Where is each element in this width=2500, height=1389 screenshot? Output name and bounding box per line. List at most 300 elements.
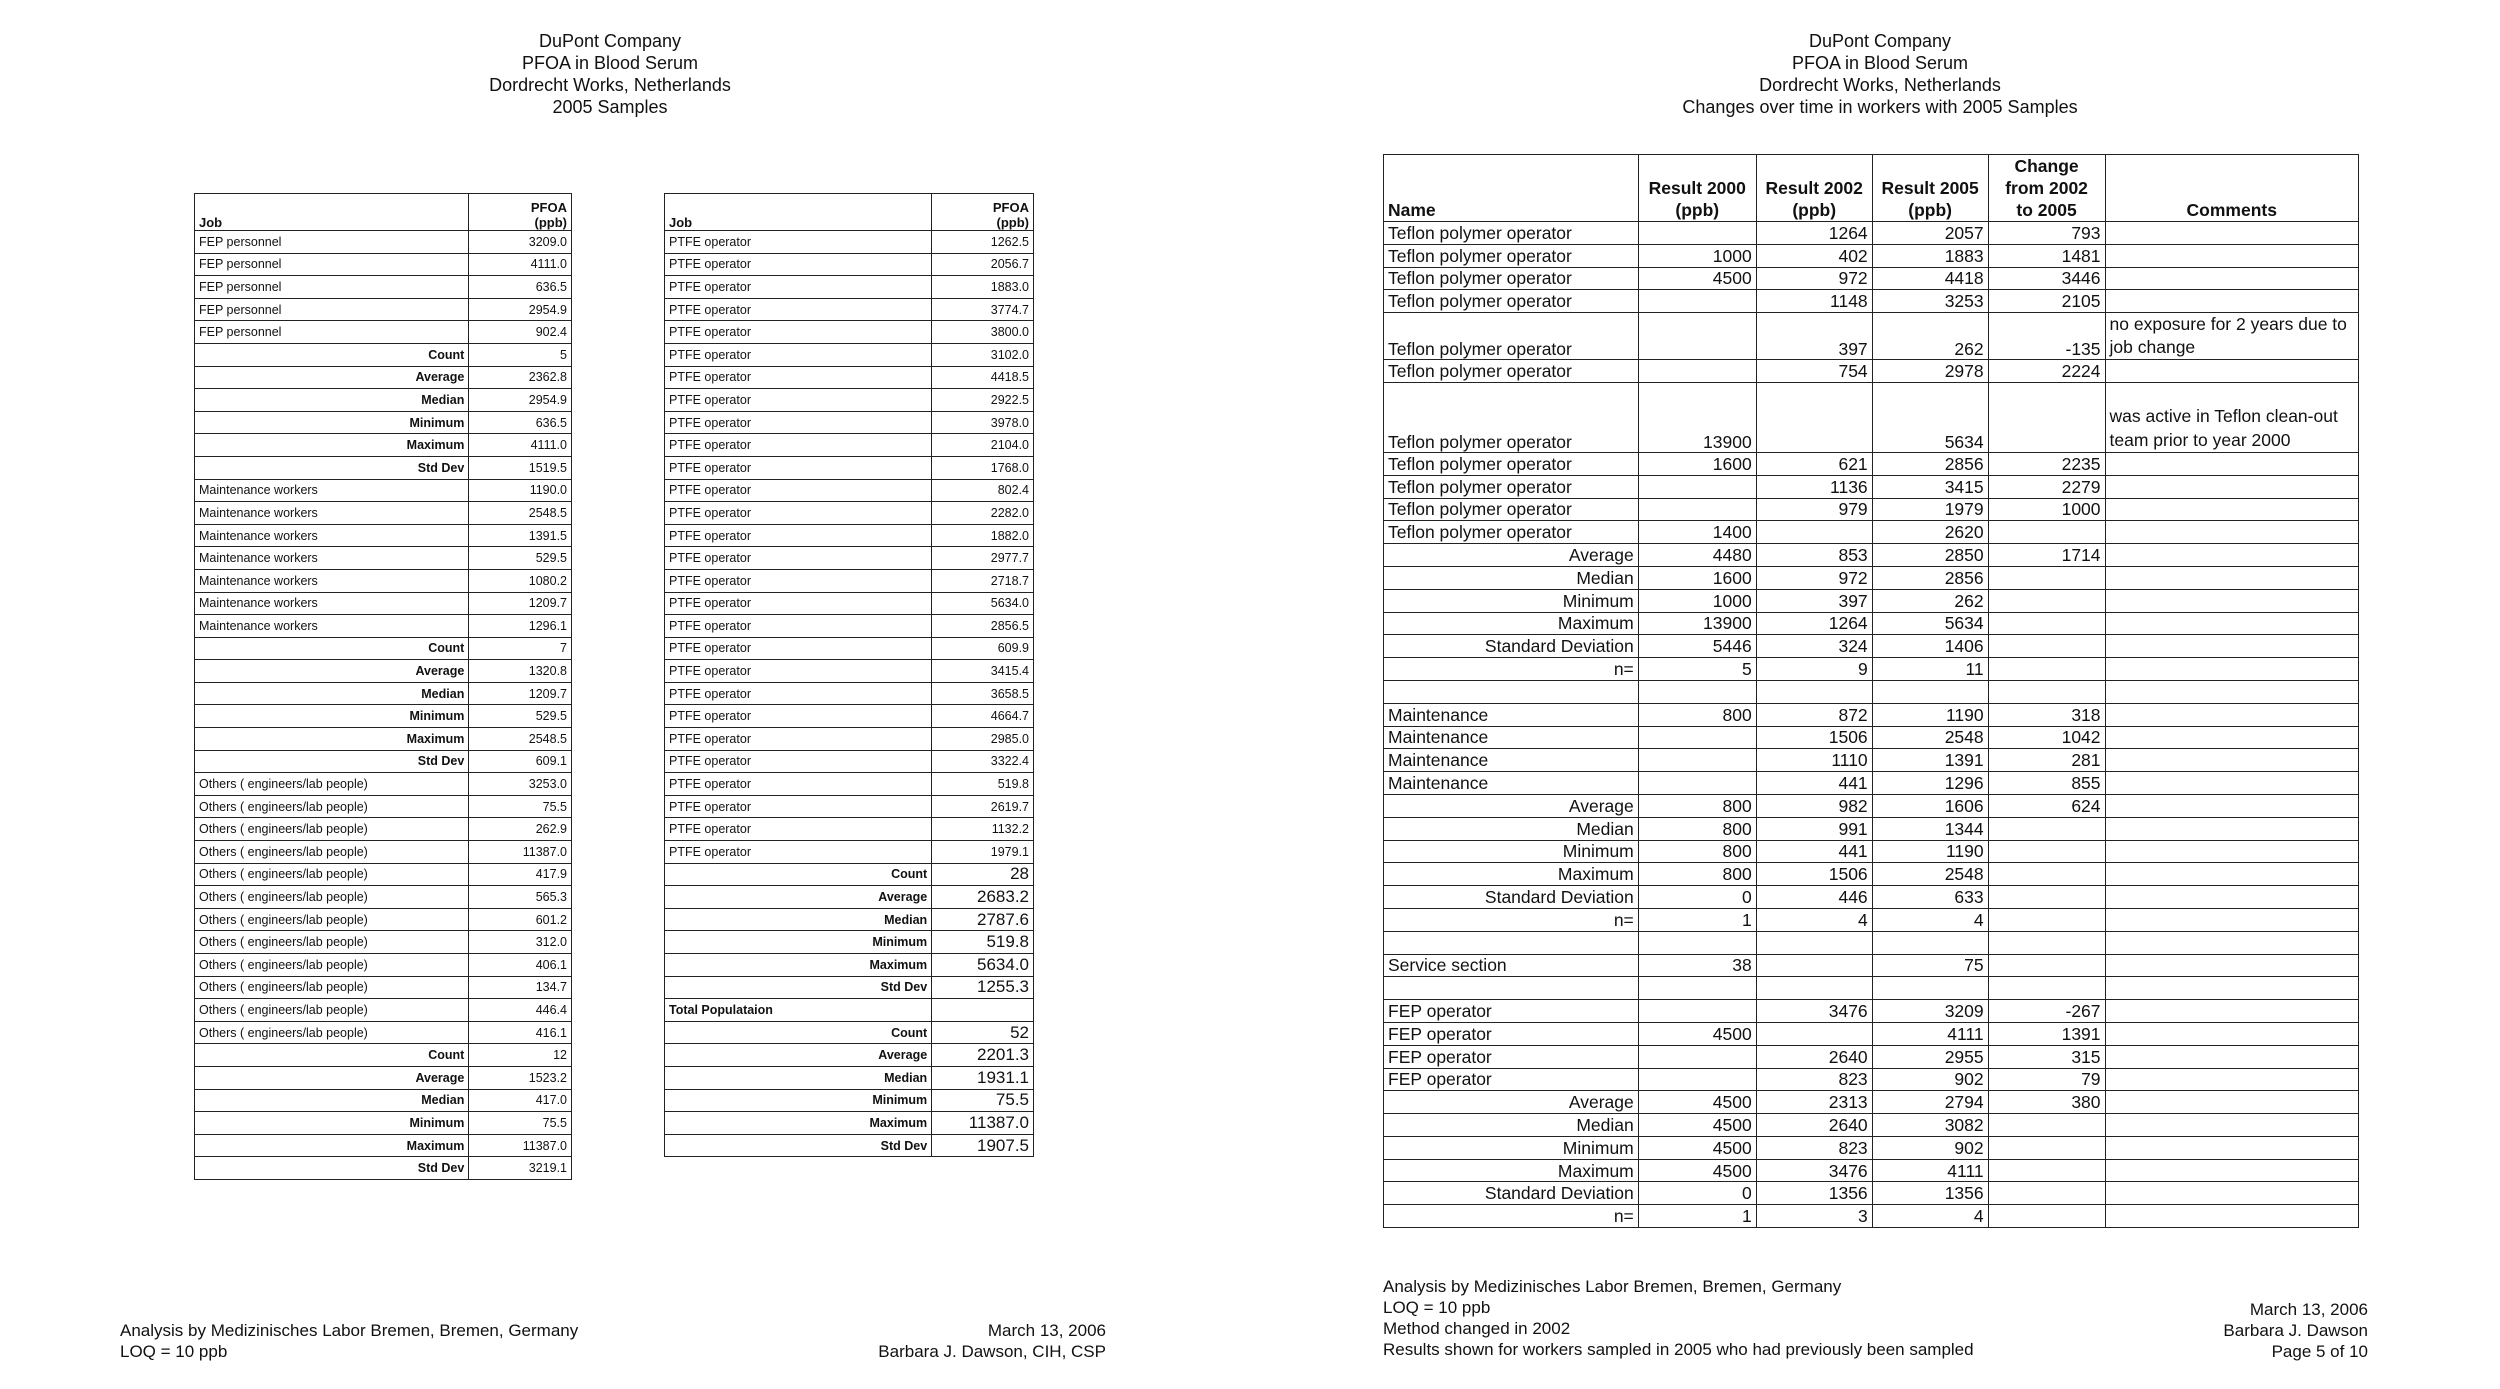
summary-row	[1384, 544, 2359, 567]
summary-row	[1384, 635, 2359, 658]
table-row	[665, 818, 1034, 841]
table-row	[665, 276, 1034, 299]
table-row	[195, 818, 572, 841]
result-2005-cell: 4	[1872, 1205, 1988, 1228]
stat-value-cell: 417.0	[469, 1089, 572, 1112]
left-page-footer-left	[120, 1320, 578, 1362]
stat-label-cell: Count	[195, 637, 469, 660]
stat-label-cell: Maximum	[665, 1112, 932, 1135]
result-2005-cell	[1872, 680, 1988, 703]
result-2005-cell: 4111	[1872, 1159, 1988, 1182]
table-row	[665, 479, 1034, 502]
col-header-pfoa: PFOA (ppb)	[932, 194, 1034, 231]
result-2000-cell	[1638, 1068, 1756, 1091]
stat-label-cell: Median	[665, 908, 932, 931]
result-2005-cell: 1979	[1872, 498, 1988, 521]
result-2000-cell: 4500	[1638, 1114, 1756, 1137]
stat-value-cell: 2548.5	[469, 728, 572, 751]
job-cell: PTFE operator	[665, 728, 932, 751]
comment-cell	[2105, 680, 2358, 703]
comment-cell: no exposure for 2 years due to job change	[2105, 313, 2358, 360]
change-cell: 79	[1988, 1068, 2105, 1091]
result-2000-cell	[1638, 360, 1756, 383]
result-2005-cell: 1190	[1872, 840, 1988, 863]
table-row	[195, 795, 572, 818]
comment-cell: was active in Teflon clean-out team prior to year 2000	[2105, 382, 2358, 452]
right-page-footer-left	[1383, 1276, 1974, 1360]
summary-row	[195, 637, 572, 660]
result-2002-cell: 982	[1756, 794, 1872, 817]
name-cell: Standard Deviation	[1384, 635, 1639, 658]
name-cell: Teflon polymer operator	[1384, 360, 1639, 383]
table-row	[195, 253, 572, 276]
result-2002-cell: 1264	[1756, 612, 1872, 635]
job-cell: PTFE operator	[665, 547, 932, 570]
stat-label-cell: Minimum	[665, 931, 932, 954]
change-cell: -267	[1988, 1000, 2105, 1023]
comment-cell	[2105, 360, 2358, 383]
job-cell: PTFE operator	[665, 253, 932, 276]
pfoa-cell: 1882.0	[932, 524, 1034, 547]
stat-value-cell: 75.5	[469, 1112, 572, 1135]
summary-row	[1384, 863, 2359, 886]
stat-label-cell: Median	[195, 389, 469, 412]
comment-cell	[2105, 267, 2358, 290]
pfoa-cell: 3209.0	[469, 231, 572, 254]
pfoa-cell: 2056.7	[932, 253, 1034, 276]
table-row	[1384, 954, 2359, 977]
change-cell: 3446	[1988, 267, 2105, 290]
stat-label-cell: Std Dev	[195, 456, 469, 479]
result-2002-cell: 3476	[1756, 1000, 1872, 1023]
job-cell: PTFE operator	[665, 434, 932, 457]
table-row	[665, 795, 1034, 818]
result-2002-cell: 441	[1756, 772, 1872, 795]
pfoa-cell: 2718.7	[932, 569, 1034, 592]
result-2002-cell: 1136	[1756, 475, 1872, 498]
result-2000-cell	[1638, 772, 1756, 795]
table-row	[195, 954, 572, 977]
result-2005-cell: 2620	[1872, 521, 1988, 544]
result-2005-cell: 3082	[1872, 1114, 1988, 1137]
comment-cell	[2105, 635, 2358, 658]
stat-label-cell: Minimum	[195, 1112, 469, 1135]
result-2000-cell: 1600	[1638, 566, 1756, 589]
summary-row	[1384, 1091, 2359, 1114]
header-samples: 2005 Samples	[552, 97, 668, 117]
result-2000-cell	[1638, 475, 1756, 498]
change-cell	[1988, 658, 2105, 681]
change-cell	[1988, 589, 2105, 612]
name-cell: Median	[1384, 566, 1639, 589]
left-job-pfoa-table-1	[194, 193, 572, 1180]
table-row	[195, 231, 572, 254]
result-2005-cell: 11	[1872, 658, 1988, 681]
pfoa-cell: 417.9	[469, 863, 572, 886]
table-row	[1384, 749, 2359, 772]
summary-row	[195, 456, 572, 479]
name-cell: Maintenance	[1384, 772, 1639, 795]
result-2005-cell: 1296	[1872, 772, 1988, 795]
change-cell: 1000	[1988, 498, 2105, 521]
result-2000-cell	[1638, 726, 1756, 749]
change-cell	[1988, 680, 2105, 703]
stat-label-cell: Median	[195, 682, 469, 705]
left-page-header	[410, 30, 810, 118]
pfoa-cell: 2977.7	[932, 547, 1034, 570]
pfoa-cell: 446.4	[469, 999, 572, 1022]
job-cell: Others ( engineers/lab people)	[195, 841, 469, 864]
job-cell: Maintenance workers	[195, 615, 469, 638]
header-subject: PFOA in Blood Serum	[521, 53, 699, 73]
stat-label-cell: Average	[665, 1044, 932, 1067]
result-2002-cell	[1756, 931, 1872, 954]
result-2000-cell	[1638, 931, 1756, 954]
comment-cell	[2105, 772, 2358, 795]
name-cell: FEP operator	[1384, 1068, 1639, 1091]
summary-row	[195, 1066, 572, 1089]
pfoa-cell: 3800.0	[932, 321, 1034, 344]
blank-row	[1384, 977, 2359, 1000]
result-2000-cell	[1638, 749, 1756, 772]
name-cell: Minimum	[1384, 840, 1639, 863]
table-row	[665, 592, 1034, 615]
result-2000-cell	[1638, 1045, 1756, 1068]
table-row	[1384, 475, 2359, 498]
result-2000-cell: 800	[1638, 863, 1756, 886]
pfoa-cell: 2548.5	[469, 502, 572, 525]
summary-row	[665, 1089, 1034, 1112]
result-2002-cell: 2640	[1756, 1114, 1872, 1137]
result-2005-cell: 3415	[1872, 475, 1988, 498]
stat-label-cell: Maximum	[195, 728, 469, 751]
stat-value-cell: 7	[469, 637, 572, 660]
table-row	[665, 524, 1034, 547]
summary-row	[195, 1134, 572, 1157]
pfoa-cell: 2954.9	[469, 298, 572, 321]
result-2000-cell: 1600	[1638, 452, 1756, 475]
comment-cell	[2105, 977, 2358, 1000]
comment-cell	[2105, 1114, 2358, 1137]
change-cell	[1988, 817, 2105, 840]
table-row	[1384, 222, 2359, 245]
stat-value-cell: 2201.3	[932, 1044, 1034, 1067]
pfoa-cell: 609.9	[932, 637, 1034, 660]
comment-cell	[2105, 840, 2358, 863]
change-cell	[1988, 863, 2105, 886]
stat-value-cell: 5	[469, 343, 572, 366]
result-2005-cell: 2856	[1872, 452, 1988, 475]
name-cell: Teflon polymer operator	[1384, 452, 1639, 475]
summary-row	[1384, 589, 2359, 612]
table-row	[1384, 1022, 2359, 1045]
job-cell: PTFE operator	[665, 705, 932, 728]
pfoa-cell: 1190.0	[469, 479, 572, 502]
table-row	[195, 908, 572, 931]
table-row	[195, 615, 572, 638]
table-row	[665, 841, 1034, 864]
footer-date: March 13, 2006	[2249, 1300, 2368, 1319]
name-cell: Teflon polymer operator	[1384, 475, 1639, 498]
name-cell: Maximum	[1384, 1159, 1639, 1182]
summary-row	[1384, 908, 2359, 931]
footer-lab: Analysis by Medizinisches Labor Bremen, Bremen, Germany	[1383, 1277, 1842, 1296]
result-2005-cell: 3209	[1872, 1000, 1988, 1023]
table-row	[665, 434, 1034, 457]
result-2000-cell: 4500	[1638, 1136, 1756, 1159]
pfoa-cell: 1883.0	[932, 276, 1034, 299]
stat-value-cell: 11387.0	[469, 1134, 572, 1157]
result-2002-cell	[1756, 521, 1872, 544]
result-2000-cell: 4480	[1638, 544, 1756, 567]
comment-cell	[2105, 452, 2358, 475]
result-2002-cell: 1264	[1756, 222, 1872, 245]
result-2000-cell: 800	[1638, 840, 1756, 863]
table-header-row	[1384, 155, 2359, 222]
result-2000-cell: 4500	[1638, 1091, 1756, 1114]
summary-row	[1384, 612, 2359, 635]
job-cell: PTFE operator	[665, 841, 932, 864]
footer-results-note: Results shown for workers sampled in 2005 who had previously been sampled	[1383, 1340, 1974, 1359]
job-cell: Maintenance workers	[195, 524, 469, 547]
result-2005-cell: 1356	[1872, 1182, 1988, 1205]
name-cell: Minimum	[1384, 1136, 1639, 1159]
summary-row	[665, 1044, 1034, 1067]
result-2005-cell	[1872, 931, 1988, 954]
comment-cell	[2105, 290, 2358, 313]
table-row	[1384, 498, 2359, 521]
result-2005-cell: 5634	[1872, 612, 1988, 635]
stat-value-cell: 636.5	[469, 411, 572, 434]
summary-row	[1384, 817, 2359, 840]
name-cell: Teflon polymer operator	[1384, 290, 1639, 313]
stat-value-cell: 5634.0	[932, 954, 1034, 977]
table-row	[195, 863, 572, 886]
name-cell: Service section	[1384, 954, 1639, 977]
pfoa-cell: 5634.0	[932, 592, 1034, 615]
group-header-row	[665, 999, 1034, 1022]
name-cell: FEP operator	[1384, 1045, 1639, 1068]
table-row	[1384, 382, 2359, 452]
pfoa-cell: 3253.0	[469, 773, 572, 796]
result-2005-cell: 4	[1872, 908, 1988, 931]
comment-cell	[2105, 726, 2358, 749]
result-2002-cell: 446	[1756, 886, 1872, 909]
name-cell: Maintenance	[1384, 749, 1639, 772]
table-row	[665, 389, 1034, 412]
result-2005-cell: 1391	[1872, 749, 1988, 772]
name-cell: Teflon polymer operator	[1384, 521, 1639, 544]
result-2002-cell: 3	[1756, 1205, 1872, 1228]
name-cell: Average	[1384, 544, 1639, 567]
change-cell: 2279	[1988, 475, 2105, 498]
pfoa-cell: 1768.0	[932, 456, 1034, 479]
col-header-result-2000: Result 2000 (ppb)	[1638, 155, 1756, 222]
job-cell: FEP personnel	[195, 298, 469, 321]
summary-row	[1384, 886, 2359, 909]
stat-label-cell: Median	[195, 1089, 469, 1112]
result-2002-cell: 1110	[1756, 749, 1872, 772]
result-2002-cell: 991	[1756, 817, 1872, 840]
table-row	[195, 592, 572, 615]
stat-label-cell: Count	[665, 1021, 932, 1044]
name-cell: Teflon polymer operator	[1384, 498, 1639, 521]
job-cell: PTFE operator	[665, 276, 932, 299]
left-job-pfoa-table-2	[664, 193, 1034, 1157]
result-2002-cell: 621	[1756, 452, 1872, 475]
result-2000-cell: 1000	[1638, 244, 1756, 267]
stat-value-cell: 3219.1	[469, 1157, 572, 1180]
table-row	[665, 456, 1034, 479]
summary-row	[1384, 1136, 2359, 1159]
comment-cell	[2105, 749, 2358, 772]
job-cell: Others ( engineers/lab people)	[195, 931, 469, 954]
stat-value-cell: 1907.5	[932, 1134, 1034, 1157]
pfoa-cell: 1979.1	[932, 841, 1034, 864]
change-cell: 315	[1988, 1045, 2105, 1068]
stat-value-cell: 75.5	[932, 1089, 1034, 1112]
footer-method-note: Method changed in 2002	[1383, 1319, 1571, 1338]
comment-cell	[2105, 863, 2358, 886]
table-row	[195, 931, 572, 954]
table-row	[195, 298, 572, 321]
job-cell: FEP personnel	[195, 231, 469, 254]
result-2000-cell	[1638, 1000, 1756, 1023]
job-cell: Others ( engineers/lab people)	[195, 795, 469, 818]
comment-cell	[2105, 954, 2358, 977]
table-row	[665, 682, 1034, 705]
comment-cell	[2105, 521, 2358, 544]
job-cell: Others ( engineers/lab people)	[195, 886, 469, 909]
stat-value-cell: 1209.7	[469, 682, 572, 705]
table-header-row	[195, 194, 572, 231]
job-cell: FEP personnel	[195, 253, 469, 276]
change-cell	[1988, 1114, 2105, 1137]
footer-loq: LOQ = 10 ppb	[1383, 1298, 1491, 1317]
comment-cell	[2105, 589, 2358, 612]
stat-label-cell: Minimum	[195, 411, 469, 434]
table-row	[195, 547, 572, 570]
change-cell	[1988, 566, 2105, 589]
change-cell	[1988, 954, 2105, 977]
stat-value-cell: 1255.3	[932, 976, 1034, 999]
summary-row	[195, 728, 572, 751]
col-header-result-2005: Result 2005 (ppb)	[1872, 155, 1988, 222]
result-2005-cell: 1190	[1872, 703, 1988, 726]
table-row	[665, 637, 1034, 660]
stat-value-cell: 52	[932, 1021, 1034, 1044]
summary-row	[665, 1112, 1034, 1135]
summary-row	[195, 705, 572, 728]
change-cell: 1714	[1988, 544, 2105, 567]
summary-row	[665, 863, 1034, 886]
pfoa-cell: 3978.0	[932, 411, 1034, 434]
change-cell	[1988, 1205, 2105, 1228]
pfoa-cell: 3774.7	[932, 298, 1034, 321]
blank-row	[1384, 931, 2359, 954]
table-row	[665, 343, 1034, 366]
stat-label-cell: Median	[665, 1066, 932, 1089]
pfoa-cell	[932, 999, 1034, 1022]
table-row	[195, 976, 572, 999]
result-2002-cell	[1756, 382, 1872, 452]
result-2005-cell: 2057	[1872, 222, 1988, 245]
result-2000-cell	[1638, 498, 1756, 521]
result-2000-cell: 5	[1638, 658, 1756, 681]
pfoa-cell: 636.5	[469, 276, 572, 299]
result-2005-cell: 1406	[1872, 635, 1988, 658]
result-2002-cell: 3476	[1756, 1159, 1872, 1182]
result-2002-cell	[1756, 1022, 1872, 1045]
result-2005-cell: 1883	[1872, 244, 1988, 267]
name-cell: n=	[1384, 1205, 1639, 1228]
stat-value-cell: 1519.5	[469, 456, 572, 479]
stat-value-cell: 529.5	[469, 705, 572, 728]
change-cell	[1988, 840, 2105, 863]
summary-row	[1384, 840, 2359, 863]
result-2005-cell: 902	[1872, 1136, 1988, 1159]
result-2002-cell: 979	[1756, 498, 1872, 521]
job-cell: Maintenance workers	[195, 479, 469, 502]
result-2000-cell: 4500	[1638, 267, 1756, 290]
result-2002-cell: 823	[1756, 1068, 1872, 1091]
result-2000-cell: 1	[1638, 1205, 1756, 1228]
result-2005-cell: 2978	[1872, 360, 1988, 383]
summary-row	[665, 954, 1034, 977]
stat-label-cell: Std Dev	[665, 1134, 932, 1157]
table-row	[1384, 521, 2359, 544]
job-cell: PTFE operator	[665, 795, 932, 818]
comment-cell	[2105, 1205, 2358, 1228]
pfoa-cell: 3415.4	[932, 660, 1034, 683]
stat-value-cell: 28	[932, 863, 1034, 886]
table-row	[1384, 772, 2359, 795]
pfoa-cell: 1132.2	[932, 818, 1034, 841]
header-company: DuPont Company	[538, 31, 682, 51]
header-description: Changes over time in workers with 2005 Samples	[1682, 97, 2078, 117]
result-2000-cell: 13900	[1638, 382, 1756, 452]
footer-lab: Analysis by Medizinisches Labor Bremen, Bremen, Germany	[120, 1321, 579, 1340]
col-header-job: Job	[195, 194, 469, 231]
job-cell: Others ( engineers/lab people)	[195, 863, 469, 886]
summary-row	[1384, 566, 2359, 589]
comment-cell	[2105, 1136, 2358, 1159]
col-header-job: Job	[665, 194, 932, 231]
change-cell: 793	[1988, 222, 2105, 245]
table-row	[1384, 244, 2359, 267]
result-2002-cell: 1506	[1756, 863, 1872, 886]
table-row	[195, 1021, 572, 1044]
summary-row	[195, 389, 572, 412]
result-2002-cell: 1506	[1756, 726, 1872, 749]
table-row	[1384, 726, 2359, 749]
table-row	[195, 841, 572, 864]
pfoa-cell: 3658.5	[932, 682, 1034, 705]
name-cell: FEP operator	[1384, 1022, 1639, 1045]
job-cell: PTFE operator	[665, 615, 932, 638]
stat-value-cell: 1320.8	[469, 660, 572, 683]
job-cell: PTFE operator	[665, 366, 932, 389]
stat-value-cell: 2954.9	[469, 389, 572, 412]
comment-cell	[2105, 222, 2358, 245]
stat-label-cell: Average	[195, 660, 469, 683]
comment-cell	[2105, 931, 2358, 954]
comment-cell	[2105, 1159, 2358, 1182]
job-cell: PTFE operator	[665, 411, 932, 434]
pfoa-cell: 2856.5	[932, 615, 1034, 638]
table-row	[1384, 313, 2359, 360]
table-row	[665, 569, 1034, 592]
